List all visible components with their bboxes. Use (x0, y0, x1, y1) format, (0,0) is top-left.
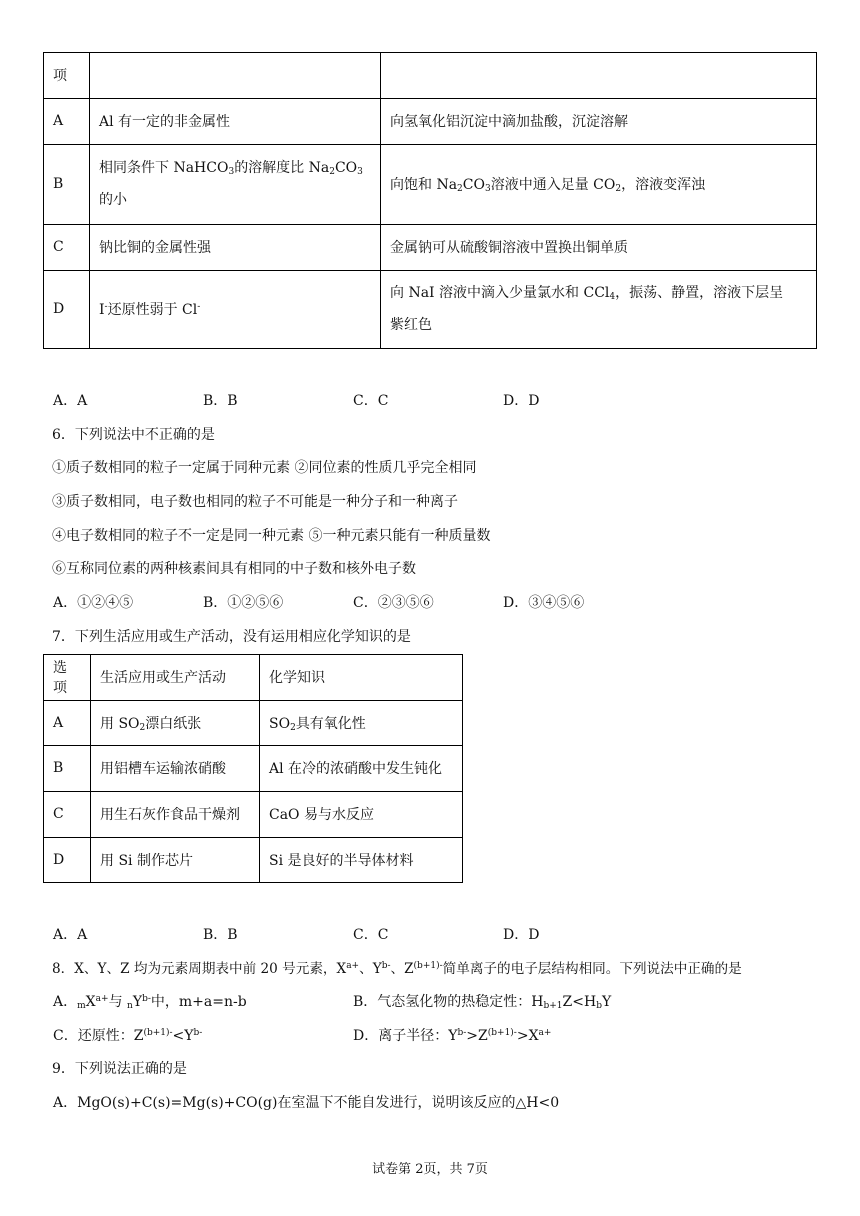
option-c: C．C (353, 927, 389, 943)
option-b: B．①②⑤⑥ (203, 595, 284, 611)
table-cell: Si 是良好的半导体材料 (269, 852, 414, 869)
table-cell: 向氢氧化铝沉淀中滴加盐酸，沉淀溶解 (390, 114, 628, 130)
table-cell: A (53, 113, 64, 129)
option-d: D．D (503, 393, 540, 409)
table-cell (380, 52, 816, 98)
table-cell: C (53, 239, 64, 255)
table-cell: 用 Si 制作芯片 (100, 852, 193, 869)
table-cell: D (53, 851, 65, 868)
question-stem: 8．X、Y、Z 均为元素周期表中前 20 号元素，$X^{a+}$、$Y^{b-}$、$Z^{(b+1)-}$简单离子的电子层结构相同。下列说法中正确的是 (52, 961, 742, 977)
option-a: A．A (53, 927, 88, 943)
table-cell: 向饱和 $Na_2CO_3$溶液中通入足量 $CO_2$，溶液变浑浊 (390, 177, 706, 194)
table-cell: C (53, 806, 64, 822)
question-stem: 6．下列说法中不正确的是 (52, 427, 215, 443)
option-b: B．气态氢化物的热稳定性：$H_{b+1}Z<H_bY$ (353, 994, 612, 1011)
table-cell: 相同条件下 NaHCO$_3$的溶解度比 $Na_2CO_3$ 的小 (99, 160, 363, 208)
question-stem: 7．下列生活应用或生产活动，没有运用相应化学知识的是 (52, 629, 411, 645)
table-cell: CaO 易与水反应 (269, 807, 374, 823)
question-stem: 9．下列说法正确的是 (52, 1061, 187, 1077)
table-cell: 用 $SO_2$漂白纸张 (100, 715, 202, 733)
option-a: A．$mX^{a+}$与 $nY^{b-}$中，m+a=n-b (53, 994, 247, 1011)
table-cell: Al 在冷的浓硝酸中发生钝化 (269, 761, 443, 777)
table-cell: 金属钠可从硫酸铜溶液中置换出铜单质 (390, 240, 628, 256)
page-footer: 试卷第 2页，共 7页 (372, 1162, 488, 1177)
table-cell: 向 NaI 溶液中滴入少量氯水和 CCl$_4$，振荡、静置，溶液下层呈 紫红色 (390, 285, 784, 333)
table-cell: $SO_2$具有氧化性 (269, 715, 366, 733)
table-cell: 用铝槽车运输浓硝酸 (100, 761, 226, 777)
option-a: A．①②④⑤ (53, 595, 134, 611)
table-cell: 钠比铜的金属性强 (99, 240, 211, 256)
statement-line: ③质子数相同，电子数也相同的粒子不可能是一种分子和一种离子 (52, 494, 458, 510)
option-b: B．B (203, 393, 238, 409)
table-cell: 用生石灰作食品干燥剂 (100, 807, 240, 823)
option-b: B．B (203, 927, 238, 943)
option-d: D．③④⑤⑥ (503, 595, 585, 611)
table-cell (89, 52, 380, 98)
option-c: C．还原性：$Z^{(b+1)-}<Y^{b-}$ (53, 1028, 203, 1044)
option-c: C．C (353, 393, 389, 409)
option-d: D．离子半径：$Y^{b-}>Z^{(b+1)-}>X^{a+}$ (353, 1028, 552, 1044)
table-cell: I-还原性弱于 Cl- (99, 302, 201, 318)
table-cell: B (53, 176, 64, 192)
option-a: A．MgO(s)+C(s)=Mg(s)+CO(g)在室温下不能自发进行，说明该反应的△H<0 (53, 1095, 560, 1111)
table-header-cell: 生活应用或生产活动 (100, 670, 226, 686)
table-cell: Al 有一定的非金属性 (99, 114, 231, 130)
statement-line: ⑥互称同位素的两种核素间具有相同的中子数和核外电子数 (52, 561, 416, 577)
table-header-cell: 化学知识 (269, 670, 325, 686)
table-cell: 项 (53, 68, 67, 84)
statement-line: ①质子数相同的粒子一定属于同种元素 ②同位素的性质几乎完全相同 (52, 460, 477, 476)
table-cell: A (53, 714, 64, 731)
option-c: C．②③⑤⑥ (353, 595, 434, 611)
option-a: A．A (53, 393, 88, 409)
option-d: D．D (503, 927, 540, 943)
table-header-cell: 选项 (53, 660, 67, 696)
table-cell: B (53, 760, 64, 776)
statement-line: ④电子数相同的粒子不一定是同一种元素 ⑤一种元素只能有一种质量数 (52, 528, 491, 544)
table-cell: D (53, 301, 65, 317)
